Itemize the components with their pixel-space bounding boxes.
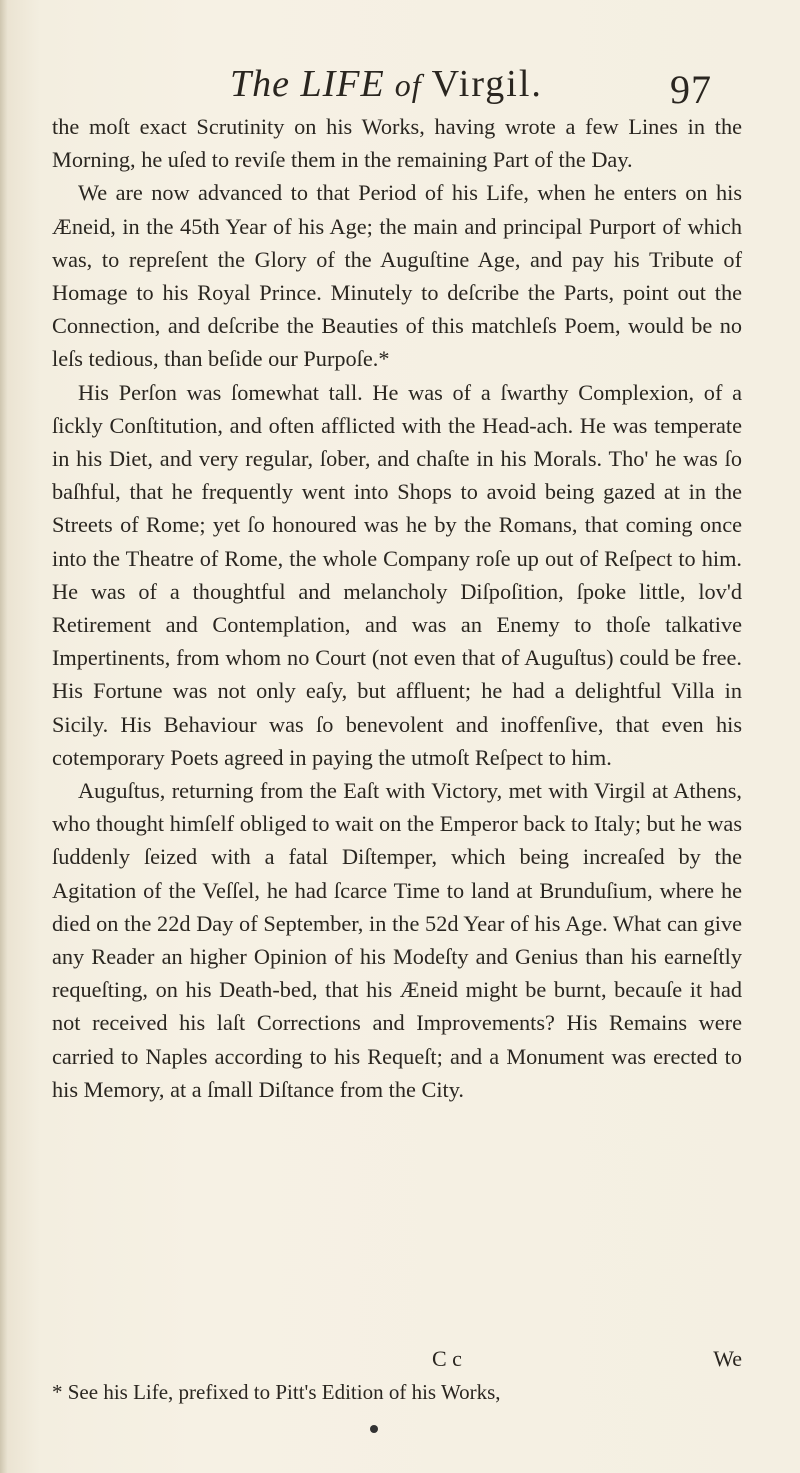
header-of: of bbox=[394, 67, 422, 103]
paragraph-3: His Perſon was ſomewhat tall. He was of a ſwarthy Complexion, of a ſickly Conſtitution, and often afflicted with the Head-ach. He was temperate in his Diet, and very regular, ſober, and chaſte in his Morals. Tho' he was ſo baſhful, that he frequently went into Shops to avoid being gazed at in the Streets of Rome; yet ſo honoured was he by the Romans, that coming once into the Theatre of Rome, the whole Company roſe up out of Reſpect to him. He was of a thoughtful and melancholy Diſpoſition, ſpoke little, lov'd Retirement and Contemplation, and was an Enemy to thoſe talkative Impertinents, from whom no Court (not even that of Auguſtus) could be free. His Fortune was not only eaſy, but affluent; he had a delightful Villa in Sicily. His Behaviour was ſo benevolent and inoffenſive, that even his cotemporary Poets agreed in paying the utmoſt Reſpect to him. bbox=[52, 379, 742, 770]
header-name: Virgil. bbox=[431, 63, 543, 105]
paragraph-4: Auguſtus, returning from the Eaſt with Victory, met with Virgil at Athens, who thought himſelf obliged to wait on the Emperor back to Italy; but he was ſuddenly ſeized with a fatal Diſtemper, which being increaſed by the Agitation of the Veſſel, he had ſcarce Time to land at Brunduſium, where he died on the 22d Day of September, in the 52d Year of his Age. What can give any Reader an higher Opinion of his Modeſty and Genius than his earneſtly requeſting, on his Death-bed, that his Æneid might be burnt, becauſe it had not received his laſt Corrections and Improvements? His Remains were carried to Naples according to his Requeſt; and a Monument was erected to his Memory, at a ſmall Diſtance from the City. bbox=[52, 778, 742, 1102]
page-number: 97 bbox=[670, 67, 712, 112]
signature-mark: C c bbox=[432, 1346, 462, 1371]
header-title: The LIFE bbox=[230, 63, 385, 105]
page-edge bbox=[0, 0, 8, 1473]
body-text bbox=[52, 110, 742, 1106]
paragraph-1: the moſt exact Scrutinity on his Works, having wrote a few Lines in the Morning, he uſed to reviſe them in the remaining Part of the Day. bbox=[52, 114, 742, 173]
footnote: * See his Life, prefixed to Pitt's Edition of his Works, bbox=[52, 1380, 501, 1404]
paragraph-2: We are now advanced to that Period of his Life, when he enters on his Æneid, in the 45th Year of his Age; the main and principal Purport of which was, to repreſent the Glory of the Auguſtine Age, and pay his Tribute of Homage to his Royal Prince. Minutely to deſcribe the Parts, point out the Connection, and deſcribe the Beauties of this matchleſs Poem, would be no leſs tedious, than beſide our Purpoſe.* bbox=[52, 180, 742, 372]
running-header bbox=[230, 62, 730, 112]
ink-dot bbox=[370, 1425, 378, 1433]
catchword: We bbox=[713, 1346, 742, 1371]
